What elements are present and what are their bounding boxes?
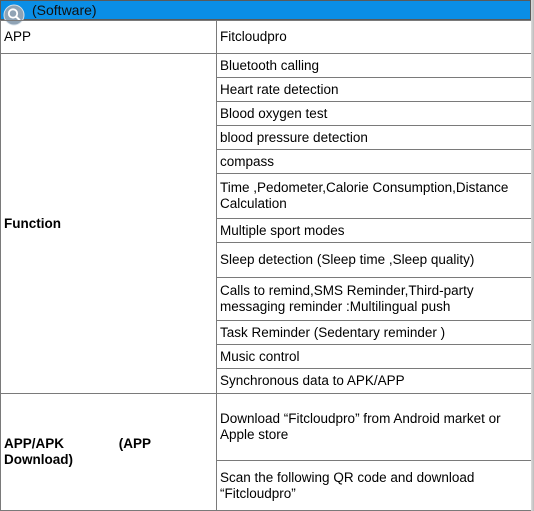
function-item: Music control bbox=[217, 345, 532, 369]
function-item: Blood oxygen test bbox=[217, 102, 532, 126]
app-value: Fitcloudpro bbox=[217, 21, 532, 54]
download-label-part2: (APP bbox=[118, 436, 151, 451]
download-instruction: Download “Fitcloudpro” from Android market or Apple store bbox=[217, 394, 532, 461]
app-label: APP bbox=[1, 21, 217, 54]
table-row bbox=[1, 394, 532, 461]
download-instruction: Scan the following QR code and download “Fitcloudpro” bbox=[217, 461, 532, 511]
function-item: Heart rate detection bbox=[217, 78, 532, 102]
function-item: Multiple sport modes bbox=[217, 219, 532, 243]
download-label-part3: Download) bbox=[4, 452, 73, 467]
function-item: Task Reminder (Sedentary reminder ) bbox=[217, 321, 532, 345]
function-item: Calls to remind,SMS Reminder,Third-party messaging reminder :Multilingual push bbox=[217, 278, 532, 321]
download-label bbox=[1, 394, 217, 511]
function-item: Synchronous data to APK/APP bbox=[217, 369, 532, 394]
function-item: blood pressure detection bbox=[217, 126, 532, 150]
table-row bbox=[1, 21, 532, 54]
section-title: (Software) bbox=[32, 2, 97, 18]
function-item: Time ,Pedometer,Calorie Consumption,Distance Calculation bbox=[217, 174, 532, 219]
table-row bbox=[1, 54, 532, 78]
function-label: Function bbox=[1, 54, 217, 394]
spec-table bbox=[0, 20, 532, 511]
function-item: compass bbox=[217, 150, 532, 174]
function-item: Sleep detection (Sleep time ,Sleep quality) bbox=[217, 243, 532, 278]
function-item: Bluetooth calling bbox=[217, 54, 532, 78]
download-label-part1: APP/APK bbox=[4, 436, 65, 451]
section-header bbox=[0, 0, 531, 20]
